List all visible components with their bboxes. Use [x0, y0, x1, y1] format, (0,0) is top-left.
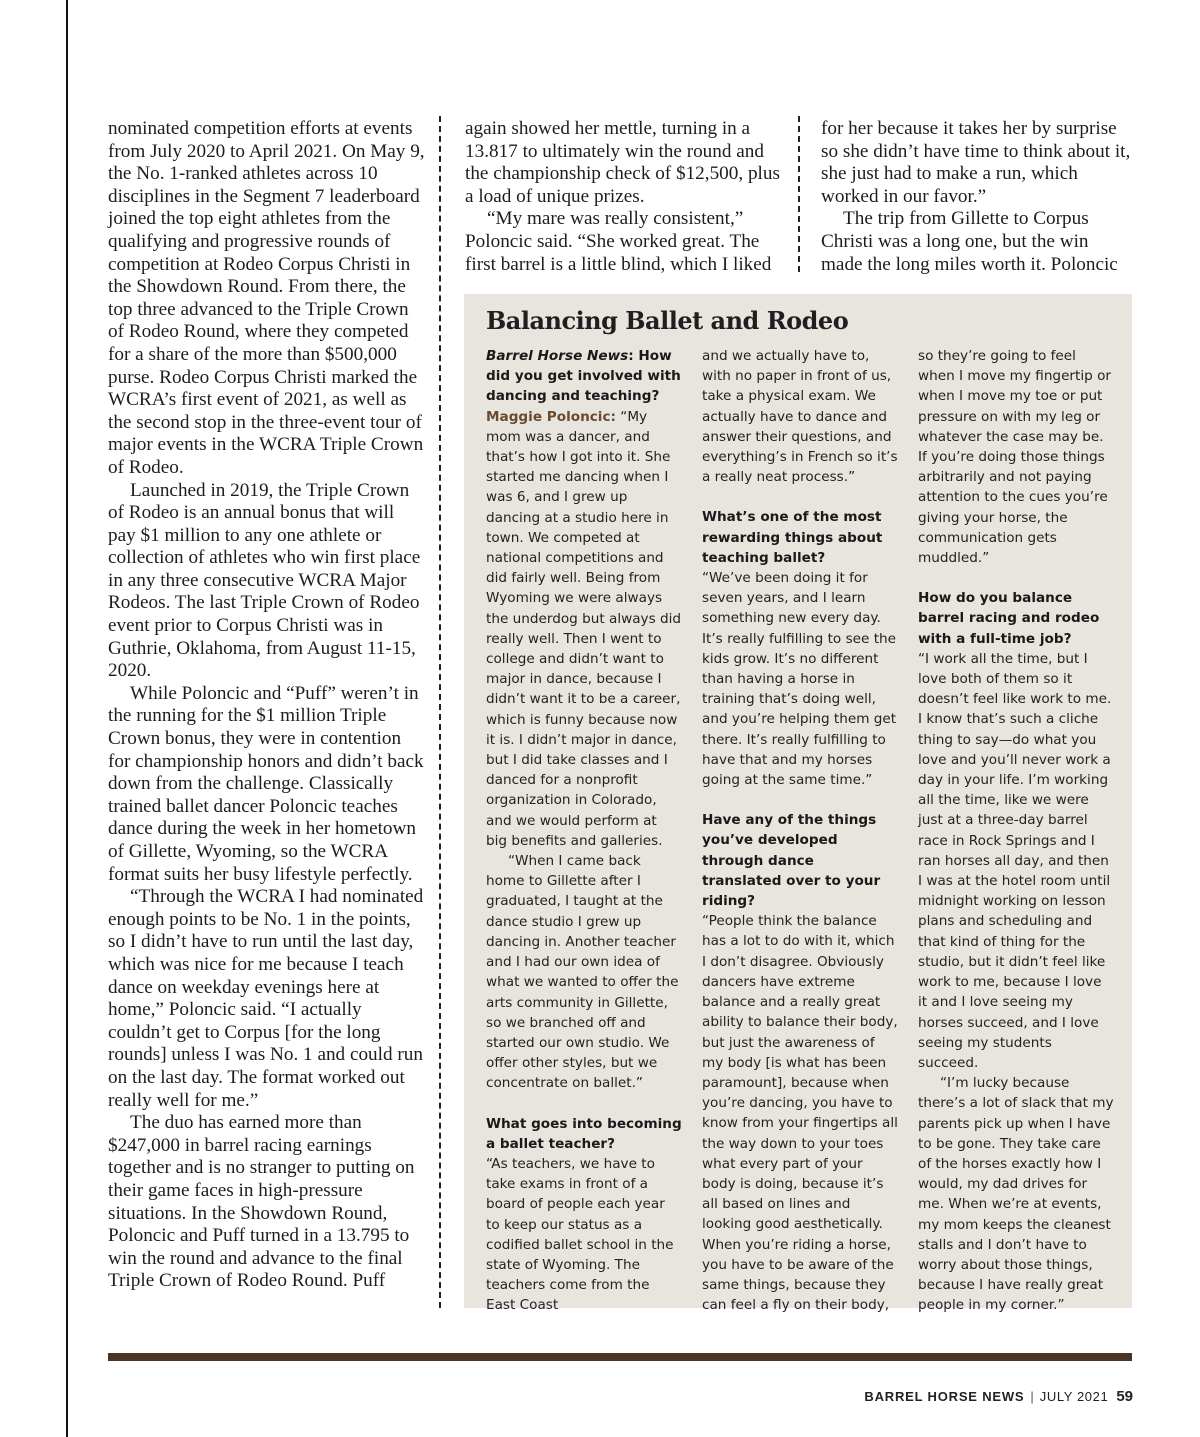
column-divider — [798, 116, 800, 272]
article-column-3 — [821, 118, 1131, 276]
article-paragraph: again showed her mettle, turning in a 13.817 to ultimately win the round and the championship check of $12,500, plus a load of unique prizes. — [465, 118, 780, 207]
speaker-name: Maggie Poloncic: — [486, 408, 616, 425]
question: Have any of the things you’ve developed through dance translated over to your riding? — [702, 812, 881, 910]
article-paragraph: The duo has earned more than $247,000 in barrel racing earnings together and is no stranger to putting on their game faces in high-pressure situations. In the Showdown Round, Poloncic and Puff turned in a 13.795 to win the round and advance to the final Triple Crown of Rodeo Round. Puff — [108, 1112, 415, 1292]
article-paragraph: nominated competition efforts at events from July 2020 to April 2021. On May 9, the No. 1-ranked athletes across 10 disciplines in the Segment 7 leaderboard joined the top eight athletes from the qualifying and progressive rounds of competition at Rodeo Corpus Christi in the Showdown Round. From there, the top three advanced to the Triple Crown of Rodeo Round, where they competed for a share of the more than $500,000 purse. Rodeo Corpus Christi marked the WCRA’s first event of 2021, as well as the second stop in the three-event tour of major events in the WCRA Triple Crown of Rodeo. — [108, 118, 425, 478]
question-text: : How did you get involved with dancing and teaching? — [486, 348, 681, 405]
article-paragraph: for her because it takes her by surprise so she didn’t have time to think about it, she just had to make a run, which worked in our favor.” — [821, 118, 1131, 207]
issue-date: JULY 2021 — [1039, 1389, 1109, 1404]
column-divider — [439, 116, 441, 1308]
qa-sidebar — [464, 294, 1132, 1314]
answer-paragraph: “People think the balance has a lot to do with it, which I don’t disagree. Obviously dancers have extreme balance and a really great ability to balance their body, but just the awareness of my body [is what has been paramount], because when you’re dancing, you have to know from your fingertips all the way down to your toes what every part of your body is doing, because it’s all based on lines and looking good aesthetically. When you’re riding a horse, you have to be aware of the same things, because they can feel a fly on their body, — [702, 913, 898, 1314]
article-paragraph: “Through the WCRA I had nominated enough points to be No. 1 in the points, so I didn’t have to run until the last day, which was nice for me because I teach dance on weekday evenings here at home,” Poloncic said. “I actually couldn’t get to Corpus [for the long rounds] unless I was No. 1 and could run on the last day. The format worked out really well for me.” — [108, 886, 424, 1111]
publication-name: Barrel Horse News — [486, 348, 629, 364]
article-paragraph: The trip from Gillette to Corpus Christi was a long one, but the win made the long miles worth it. Poloncic — [821, 208, 1118, 275]
sidebar-title: Balancing Ballet and Rodeo — [486, 306, 849, 335]
page-folio — [864, 1388, 1133, 1405]
answer-paragraph: “I work all the time, but I love both of them so it doesn’t feel like work to me. I know that’s such a cliche thing to say—do what you love and you’ll never work a day in your life. I’m working all the time, like we were just at a three-day barrel race in Rock Springs and I ran horses all day, and then I was at the hotel room until midnight working on lesson plans and scheduling and that kind of thing for the studio, but it didn’t feel like work to me, because I love it and I love seeing my horses succeed, and I love seeing my students succeed. — [918, 650, 1112, 1071]
question: What’s one of the most rewarding things about teaching ballet? — [702, 509, 883, 566]
article-paragraph: While Poloncic and “Puff” weren’t in the running for the $1 million Triple Crown bonus, they were in contention for championship honors and didn’t back down from the challenge. Classically trained ballet dancer Poloncic teaches dance during the week in her hometown of Gillette, Wyoming, so the WCRA format suits her busy lifestyle perfectly. — [108, 682, 424, 885]
qa-block — [486, 346, 682, 851]
answer-paragraph: “When I came back home to Gillette after I graduated, I taught at the dance studio I grew up dancing in. Another teacher and I had our own idea of what we wanted to offer the arts community in Gillette, so we branched off and started our own studio. We offer other styles, but we concentrate on ballet.” — [486, 853, 679, 1092]
article-column-2 — [465, 118, 783, 276]
answer-paragraph: “As teachers, we have to take exams in front of a board of people each year to keep our status as a codified ballet school in the state of Wyoming. The teachers come from the East Coast — [486, 1155, 674, 1314]
answer-paragraph: so they’re going to feel when I move my fingertip or when I move my toe or put pressure on with my leg or whatever the case may be. If you’re doing those things arbitrarily and not paying attention to the cues you’re giving your horse, the communication gets muddled.” — [918, 348, 1111, 567]
question — [486, 348, 681, 404]
sidebar-column-1 — [486, 346, 682, 1316]
article-paragraph: Launched in 2019, the Triple Crown of Rodeo is an annual bonus that will pay $1 million to any one athlete or collection of athletes who win first place in any three consecutive WCRA Major Rodeos. The last Triple Crown of Rodeo event prior to Corpus Christi was in Guthrie, Oklahoma, from August 11-15, 2020. — [108, 479, 421, 682]
question: What goes into becoming a ballet teacher? — [486, 1115, 682, 1152]
article-column-1 — [108, 118, 426, 1293]
answer-text: “My mom was a dancer, and that’s how I got into it. She started me dancing when I was 6, and I grew up dancing at a studio here in town. We competed at national competitions and did fairly well. Being from Wyoming we were always the underdog but always did really well. Then I went to college and didn’t want to major in dance, because I didn’t want it to be a career, which is funny because now it is. I didn’t major in dance, but I did take classes and I danced for a nonprofit organization in Colorado, and we would perform at big benefits and galleries. — [486, 408, 682, 849]
answer-paragraph: “I’m lucky because there’s a lot of slack that my parents pick up when I have to be gone. They take care of the horses exactly how I would, my dad drives for me. When we’re at events, my mom keeps the cleanest stalls and I don’t have to worry about those things, because I have really great people in my corner.” — [918, 1075, 1114, 1314]
answer-paragraph: and we actually have to, with no paper in front of us, take a physical exam. We actually have to dance and answer their questions, and everything’s in French so it’s a really neat process.” — [702, 348, 898, 486]
page-edge-line — [66, 0, 68, 1437]
footer-accent-bar — [108, 1353, 1132, 1361]
folio-separator: | — [1030, 1389, 1034, 1404]
page-number: 59 — [1116, 1388, 1133, 1405]
magazine-name: BARREL HORSE NEWS — [864, 1389, 1025, 1404]
sidebar-column-3 — [918, 346, 1114, 1316]
article-paragraph: “My mare was really consistent,” Poloncic said. “She worked great. The first barrel is a little blind, which I liked — [465, 208, 772, 275]
question: How do you balance barrel racing and rodeo with a full-time job? — [918, 590, 1100, 647]
answer-paragraph: “We’ve been doing it for seven years, and I learn something new every day. It’s really fulfilling to see the kids grow. It’s no different than having a horse in training that’s doing well, and you’re helping them get there. It’s really fulfilling to have that and my horses going at the same time.” — [702, 570, 897, 789]
sidebar-column-2 — [702, 346, 898, 1315]
